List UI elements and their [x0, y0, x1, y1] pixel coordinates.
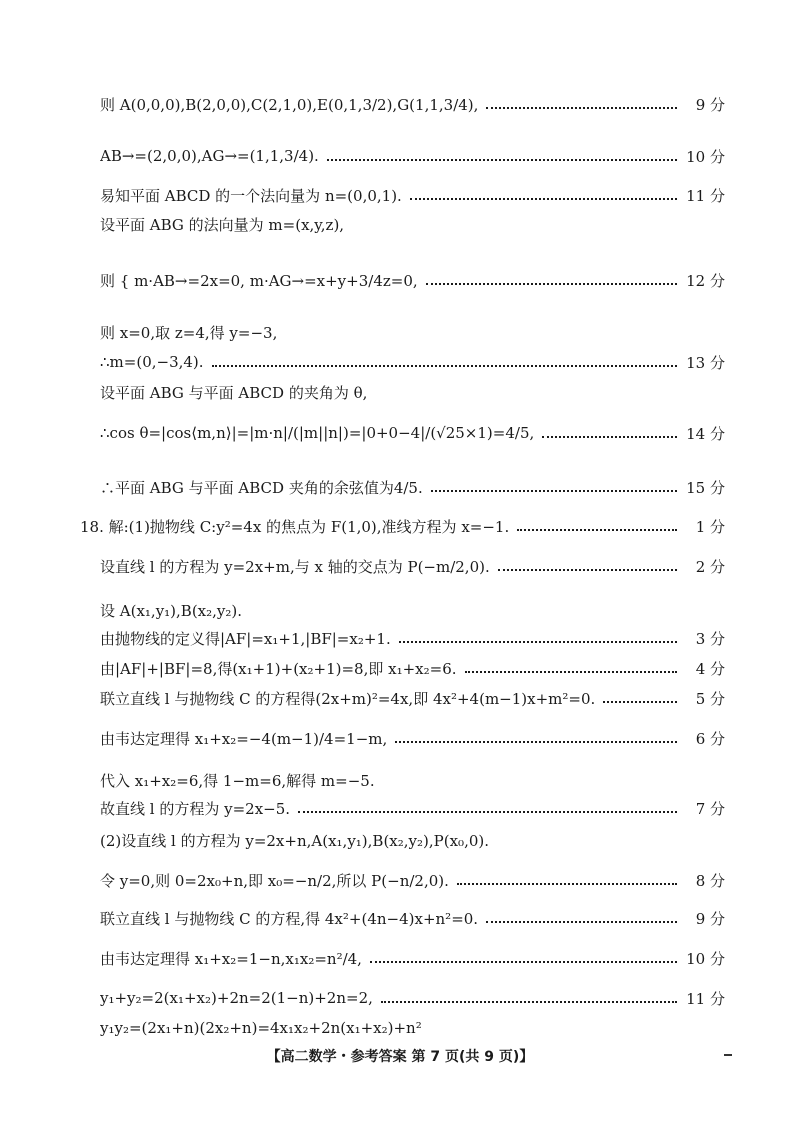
- line-text: 联立直线 l 与抛物线 C 的方程,得 4x²+(4n−4)x+n²=0.: [100, 909, 479, 928]
- answer-line-25: [100, 1010, 700, 1046]
- line-text: 18. 解:(1)抛物线 C:y²=4x 的焦点为 F(1,0),准线方程为 x=−1.: [80, 517, 510, 536]
- score-label: 6 分: [695, 729, 725, 748]
- line-text: y₁+y₂=2(x₁+x₂)+2n=2(1−n)+2n=2,: [100, 989, 373, 1007]
- score-label: 10 分: [686, 949, 725, 968]
- score-label: 5 分: [695, 689, 725, 708]
- answer-line-12: [100, 548, 725, 584]
- line-text: 则 x=0,取 z=4,得 y=−3,: [100, 323, 278, 342]
- answer-line-20: [100, 822, 700, 858]
- line-text: 代入 x₁+x₂=6,得 1−m=6,解得 m=−5.: [100, 771, 375, 790]
- dot-leader: [517, 529, 677, 531]
- answer-line-21: [100, 862, 725, 898]
- dot-leader: [486, 107, 677, 109]
- answer-line-17: [100, 720, 725, 756]
- dot-leader: [410, 198, 677, 200]
- line-text: 则 A(0,0,0),B(2,0,0),C(2,1,0),E(0,1,3/2),G(1,1,3/4),: [100, 95, 479, 114]
- line-text: (2)设直线 l 的方程为 y=2x+n,A(x₁,y₁),B(x₂,y₂),P(x₀,0).: [100, 831, 489, 850]
- answer-line-16: [100, 680, 725, 716]
- score-label: 11 分: [686, 186, 725, 205]
- line-text: 设平面 ABG 与平面 ABCD 的夹角为 θ,: [100, 383, 368, 402]
- score-label: 12 分: [686, 271, 725, 290]
- score-label: 14 分: [686, 424, 725, 443]
- score-label: 7 分: [695, 799, 725, 818]
- answer-line-9: [100, 415, 725, 451]
- line-text: ∴cos θ=|cos⟨m,n⟩|=|m·n|/(|m||n|)=|0+0−4|/(√25×1)=4/5,: [100, 424, 535, 442]
- score-label: 1 分: [695, 517, 725, 536]
- score-label: 13 分: [686, 353, 725, 372]
- answer-line-4: [100, 206, 700, 242]
- dot-leader: [395, 741, 677, 743]
- dot-leader: [212, 365, 677, 367]
- dot-leader: [465, 671, 677, 673]
- dot-leader: [498, 569, 677, 571]
- answer-line-10: [100, 469, 725, 505]
- line-text: AB→=(2,0,0),AG→=(1,1,3/4).: [100, 147, 319, 165]
- line-text: 由韦达定理得 x₁+x₂=−4(m−1)/4=1−m,: [100, 729, 388, 748]
- dot-leader: [431, 490, 677, 492]
- dot-leader: [486, 921, 677, 923]
- line-text: 由|AF|+|BF|=8,得(x₁+1)+(x₂+1)=8,即 x₁+x₂=6.: [100, 659, 457, 678]
- line-text: 设 A(x₁,y₁),B(x₂,y₂).: [100, 601, 243, 620]
- page-footer: 【高二数学・参考答案 第 7 页(共 9 页)】: [266, 1049, 534, 1065]
- score-label: 9 分: [695, 95, 725, 114]
- score-label: 10 分: [686, 147, 725, 166]
- answer-line-1: [100, 86, 725, 122]
- score-label: 11 分: [686, 989, 725, 1008]
- score-label: 9 分: [695, 909, 725, 928]
- answer-line-11: [80, 508, 725, 544]
- line-text: 联立直线 l 与抛物线 C 的方程得(2x+m)²=4x,即 4x²+4(m−1)x+m²=0.: [100, 689, 596, 708]
- answer-line-5: [100, 262, 725, 298]
- answer-line-2: [100, 138, 725, 174]
- dot-leader: [298, 811, 677, 813]
- corner-mark: [724, 1054, 732, 1056]
- dot-leader: [542, 436, 677, 438]
- line-text: y₁y₂=(2x₁+n)(2x₂+n)=4x₁x₂+2n(x₁+x₂)+n²: [100, 1019, 422, 1037]
- line-text: 设直线 l 的方程为 y=2x+m,与 x 轴的交点为 P(−m/2,0).: [100, 557, 490, 576]
- dot-leader: [603, 701, 677, 703]
- line-text: 易知平面 ABCD 的一个法向量为 n=(0,0,1).: [100, 186, 402, 205]
- line-text: ∴m=(0,−3,4).: [100, 353, 204, 371]
- score-label: 2 分: [695, 557, 725, 576]
- answer-line-8: [100, 374, 700, 410]
- dot-leader: [381, 1001, 677, 1003]
- score-label: 4 分: [695, 659, 725, 678]
- score-label: 15 分: [686, 478, 725, 497]
- line-text: ∴平面 ABG 与平面 ABCD 夹角的余弦值为4/5.: [100, 478, 423, 497]
- dot-leader: [370, 961, 677, 963]
- answer-line-22: [100, 900, 725, 936]
- answer-line-19: [100, 790, 725, 826]
- dot-leader: [327, 159, 677, 161]
- score-label: 3 分: [695, 629, 725, 648]
- score-label: 8 分: [695, 871, 725, 890]
- line-text: 令 y=0,则 0=2x₀+n,即 x₀=−n/2,所以 P(−n/2,0).: [100, 871, 449, 890]
- line-text: 由抛物线的定义得|AF|=x₁+1,|BF|=x₂+1.: [100, 629, 391, 648]
- dot-leader: [457, 883, 677, 885]
- dot-leader: [426, 283, 677, 285]
- line-text: 由韦达定理得 x₁+x₂=1−n,x₁x₂=n²/4,: [100, 949, 362, 968]
- line-text: 故直线 l 的方程为 y=2x−5.: [100, 799, 291, 818]
- dot-leader: [399, 641, 677, 643]
- answer-line-23: [100, 940, 725, 976]
- line-text: 则 { m·AB→=2x=0, m·AG→=x+y+3/4z=0,: [100, 271, 418, 290]
- line-text: 设平面 ABG 的法向量为 m=(x,y,z),: [100, 215, 345, 234]
